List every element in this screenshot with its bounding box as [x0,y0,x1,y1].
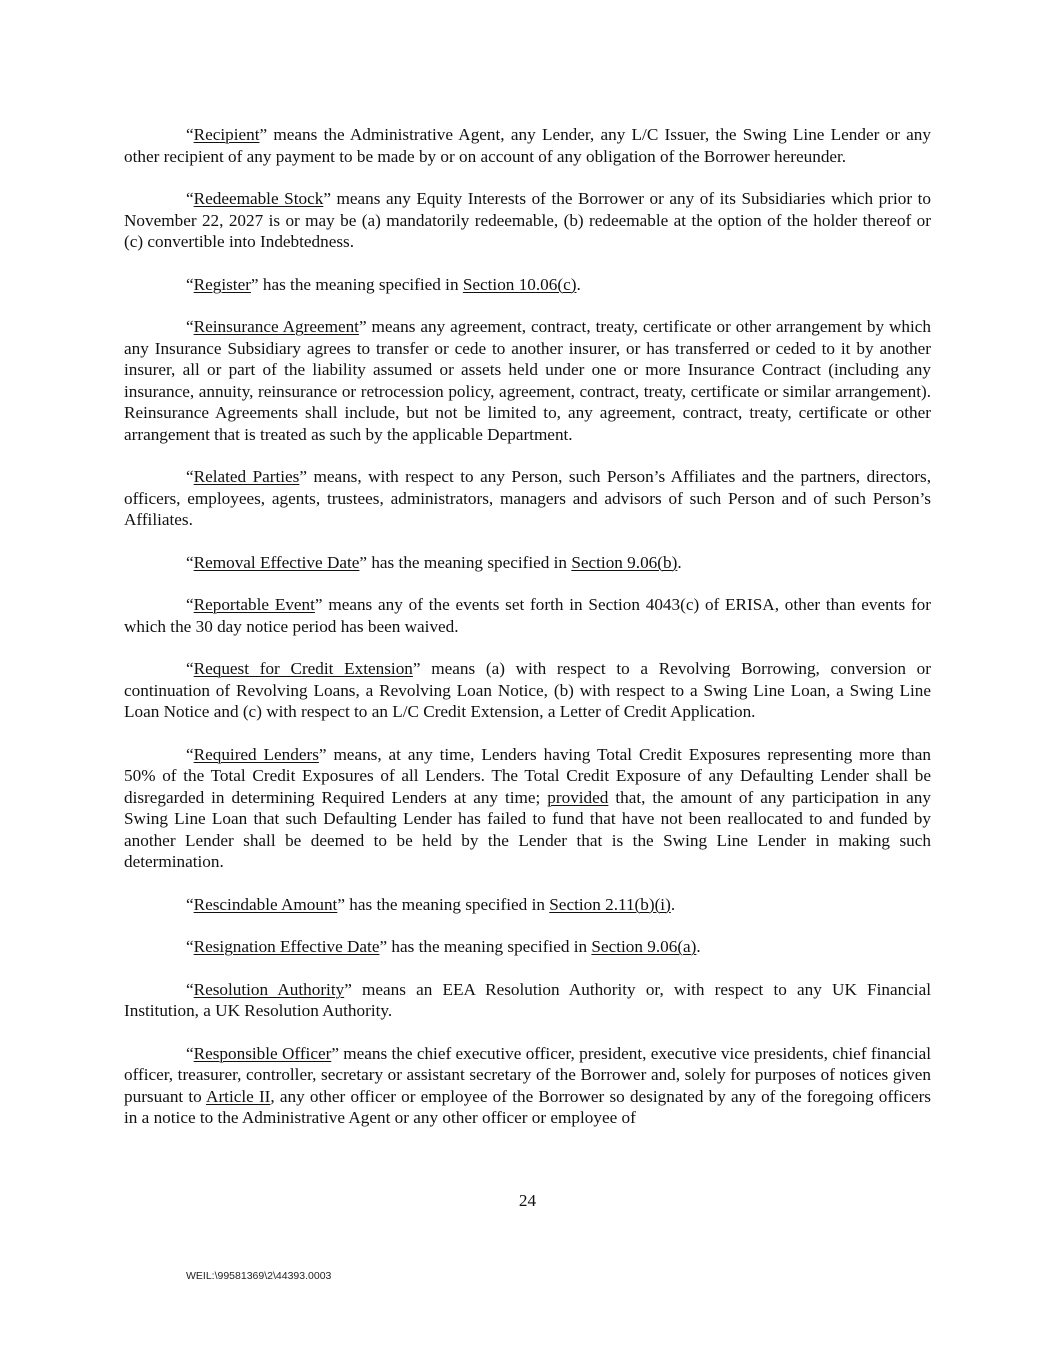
definition-paragraph [124,894,931,916]
defined-term: Request for Credit Extension [193,659,413,678]
defined-term: Resolution Authority [193,979,345,999]
definition-text: ” means the Administrative Agent, any Lender, any L/C Issuer, the Swing Line Lender or any other recipient of any payment to be made by or on account of any obligation of the Borrower hereunder. [124,125,931,166]
definition-text: “ [186,274,194,294]
definition-text: . [696,937,701,956]
cross-reference: provided [547,787,609,807]
definition-paragraph [124,274,931,296]
defined-term: Recipient [193,125,260,144]
definition-paragraph [124,594,931,637]
definition-text: ” means, with respect to any Person, such Person’s Affiliates and the partners, directors, officers, employees, agents, trustees, administrators, managers and advisors of such Person and of such Person’s Affiliates. [124,467,931,529]
definition-text: ” means any of the events set forth in Section 4043(c) of ERISA, other than events for which the 30 day notice period has been waived. [124,595,931,636]
definition-text: ” means any agreement, contract, treaty, certificate or other arrangement by which any Insurance Subsidiary agrees to transfer or cede to another insurer, or has transferred or ceded to it by another insurer, all or part of the liability assumed or assets held under one or more Insurance Contract (including any insurance, annuity, reinsurance or retrocession policy, agreement, contract, treaty, certificate or similar arrangement). Reinsurance Agreements shall include, but not be limited to, any agreement, contract, treaty, certificate or other arrangement that is treated as such by the applicable Department. [124,317,931,444]
cross-reference: Section 2.11(b)(i) [549,894,671,914]
definition-text: “ [186,595,194,614]
cross-reference: Section 9.06(a) [591,937,697,956]
definition-text: ” means an EEA Resolution Authority or, with respect to any UK Financial Institution, a UK Resolution Authority. [124,979,931,1020]
definition-text: “ [186,317,194,336]
defined-term: Register [193,274,251,294]
defined-term: Redeemable Stock [193,189,324,208]
defined-term: Reportable Event [193,595,315,614]
document-id: WEIL:\99581369\2\44393.0003 [186,1270,332,1282]
defined-term: Resignation Effective Date [193,937,380,956]
definitions-body [124,124,931,1150]
defined-term: Related Parties [193,467,300,486]
defined-term: Rescindable Amount [193,894,338,914]
definition-text: . [576,274,581,294]
definition-text: “ [186,937,194,956]
definition-text: “ [186,979,194,999]
definition-paragraph [124,188,931,253]
definition-text: ” means the chief executive officer, president, executive vice presidents, chief financial officer, treasurer, controller, secretary or assistant secretary of the Borrower and, solely for purposes of notices given pursuant to [124,1043,931,1106]
definition-paragraph [124,124,931,167]
definition-paragraph [124,316,931,445]
defined-term: Reinsurance Agreement [193,317,359,336]
definition-paragraph [124,979,931,1022]
definition-text: ” has the meaning specified in [379,937,592,956]
definition-text: “ [186,894,194,914]
definition-text: ” means (a) with respect to a Revolving Borrowing, conversion or continuation of Revolving Loans, a Revolving Loan Notice, (b) with respect to a Swing Line Loan, a Swing Line Loan Notice and (c) with respect to an L/C Credit Extension, a Letter of Credit Application. [124,659,931,721]
definition-text: ” means any Equity Interests of the Borrower or any of its Subsidiaries which prior to November 22, 2027 is or may be (a) mandatorily redeemable, (b) redeemable at the option of the holder thereof or (c) convertible into Indebtedness. [124,189,931,251]
page-number: 24 [518,1191,537,1210]
definition-paragraph [124,552,931,574]
definition-text: “ [186,1043,194,1063]
definition-text: “ [186,659,194,678]
definition-text: “ [186,744,194,764]
definition-text: “ [186,552,194,572]
definition-text: ” has the meaning specified in [359,552,572,572]
defined-term: Removal Effective Date [193,552,360,572]
definition-paragraph [124,744,931,873]
definition-text: ” means, at any time, Lenders having Total Credit Exposures representing more than 50% of the Total Credit Exposures of all Lenders. The Total Credit Exposure of any Defaulting Lender shall be disregarded in determining Required Lenders at any time; [124,744,931,807]
definition-text: “ [186,189,194,208]
definition-text: ” has the meaning specified in [337,894,550,914]
definition-text: ” has the meaning specified in [250,274,463,294]
definition-text: that, the amount of any participation in any Swing Line Loan that such Defaulting Lender has failed to fund that have not been reallocated to and funded by another Lender shall be deemed to be held by the Lender that is the Swing Line Lender in making such determination. [124,787,931,871]
cross-reference: Section 10.06(c) [462,274,577,294]
definition-text: “ [186,467,194,486]
cross-reference: Article II [206,1086,271,1106]
definition-text: , any other officer or employee of the Borrower so designated by any of the foregoing officers in a notice to the Administrative Agent or any other officer or employee of [124,1086,931,1127]
definition-paragraph [124,936,931,958]
cross-reference: Section 9.06(b) [571,552,678,572]
definition-text: . [677,552,682,572]
defined-term: Responsible Officer [193,1043,332,1063]
definition-text: “ [186,125,194,144]
definition-paragraph [124,466,931,531]
defined-term: Required Lenders [193,744,319,764]
definition-paragraph [124,1043,931,1129]
definition-text: . [670,894,676,914]
definition-paragraph [124,658,931,723]
